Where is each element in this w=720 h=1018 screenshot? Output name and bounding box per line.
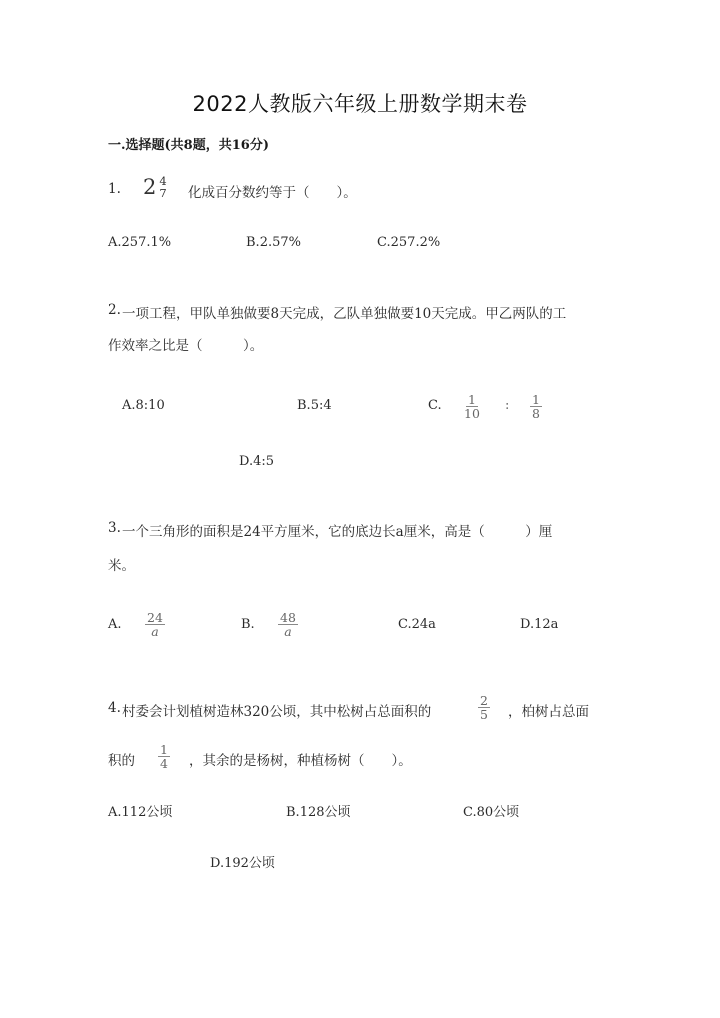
question-text-line1-part1: 村委会计划植树造林320公顷，其中松树占总面积的	[122, 704, 432, 720]
option-value: 257.2%	[390, 235, 441, 250]
option-b-fraction[interactable]	[278, 611, 298, 638]
option-c-fraction-1[interactable]	[462, 393, 482, 420]
option-value: 12a	[534, 617, 559, 632]
mixed-whole: 2	[143, 175, 157, 200]
ratio-colon: :	[505, 398, 510, 413]
fraction-denominator: 7	[159, 186, 167, 201]
option-c[interactable]	[377, 235, 440, 250]
question-text-line1: 一项工程，甲队单独做要8天完成，乙队单独做要10天完成。甲乙两队的工	[122, 306, 567, 322]
option-value: 24a	[411, 617, 436, 632]
option-label: C.	[463, 805, 477, 820]
option-value: 80公顷	[476, 805, 520, 820]
mixed-fraction	[157, 175, 168, 199]
option-label: A.	[108, 805, 122, 820]
option-c-fraction-2[interactable]	[530, 393, 542, 420]
fraction-denominator: 5	[480, 707, 488, 723]
question-text-line2: 作效率之比是（ ）。	[108, 338, 264, 354]
option-label: C.	[377, 235, 391, 250]
mixed-number	[143, 175, 169, 199]
option-value: 257.1%	[121, 235, 172, 250]
fraction-numerator: 48	[280, 610, 296, 625]
option-c[interactable]	[398, 617, 436, 632]
fraction-denominator: 8	[532, 406, 540, 422]
fraction-numerator: 1	[467, 392, 476, 407]
option-label: D.	[239, 454, 254, 469]
fraction-denominator: 4	[160, 756, 168, 772]
option-d[interactable]	[239, 454, 274, 469]
option-label: B.	[297, 398, 311, 413]
fraction-one-fourth	[158, 743, 170, 770]
option-b[interactable]	[286, 801, 351, 820]
option-b-label[interactable]: B.	[241, 617, 255, 632]
option-label: D.	[210, 856, 225, 871]
question-text-line2-part2: ，其余的是杨树，种植杨树（ ）。	[189, 753, 412, 769]
option-label: A.	[108, 235, 122, 250]
fraction-numerator: 2	[480, 693, 488, 708]
option-value: 128公顷	[299, 805, 351, 820]
option-label: A.	[122, 398, 136, 413]
option-value: 192公顷	[224, 856, 275, 871]
option-label: C.	[398, 617, 412, 632]
option-label: B.	[246, 235, 260, 250]
option-a[interactable]	[122, 398, 165, 413]
fraction-numerator: 1	[160, 742, 168, 757]
option-value: 8:10	[135, 398, 165, 413]
option-label: D.	[520, 617, 535, 632]
option-d[interactable]	[520, 617, 558, 632]
fraction-numerator: 4	[159, 174, 167, 188]
option-b[interactable]	[297, 398, 332, 413]
option-value: 5:4	[310, 398, 332, 413]
option-d[interactable]	[210, 852, 275, 871]
question-text-line1: 一个三角形的面积是24平方厘米，它的底边长a厘米，高是（ ）厘	[122, 524, 553, 540]
option-c-label[interactable]: C.	[428, 398, 442, 413]
option-a[interactable]	[108, 801, 172, 820]
question-text: 化成百分数约等于（ ）。	[188, 185, 357, 201]
question-text-line1-part2: ，柏树占总面	[508, 704, 589, 720]
fraction-denominator: a	[284, 624, 292, 640]
question-number: 2.	[108, 302, 121, 318]
option-value: 2.57%	[259, 235, 301, 250]
question-text-line2: 米。	[108, 558, 135, 574]
option-value: 112公顷	[121, 805, 173, 820]
question-text-line2-part1: 积的	[108, 753, 135, 769]
fraction-denominator: 10	[464, 406, 480, 422]
question-number: 1.	[108, 181, 121, 197]
question-number: 4.	[108, 700, 121, 716]
fraction-two-fifths	[478, 694, 490, 721]
document-title: 2022人教版六年级上册数学期末卷	[192, 92, 528, 116]
option-value: 4:5	[253, 454, 275, 469]
option-label: B.	[286, 805, 300, 820]
section-heading: 一.选择题(共8题，共16分)	[108, 138, 269, 153]
option-a-fraction[interactable]	[145, 611, 165, 638]
fraction-numerator: 1	[532, 392, 540, 407]
option-a-label[interactable]: A.	[108, 617, 122, 632]
question-number: 3.	[108, 520, 121, 536]
option-a[interactable]	[108, 235, 171, 250]
fraction-numerator: 24	[147, 610, 163, 625]
option-b[interactable]	[246, 235, 301, 250]
fraction-denominator: a	[151, 624, 159, 640]
option-c[interactable]	[463, 801, 519, 820]
